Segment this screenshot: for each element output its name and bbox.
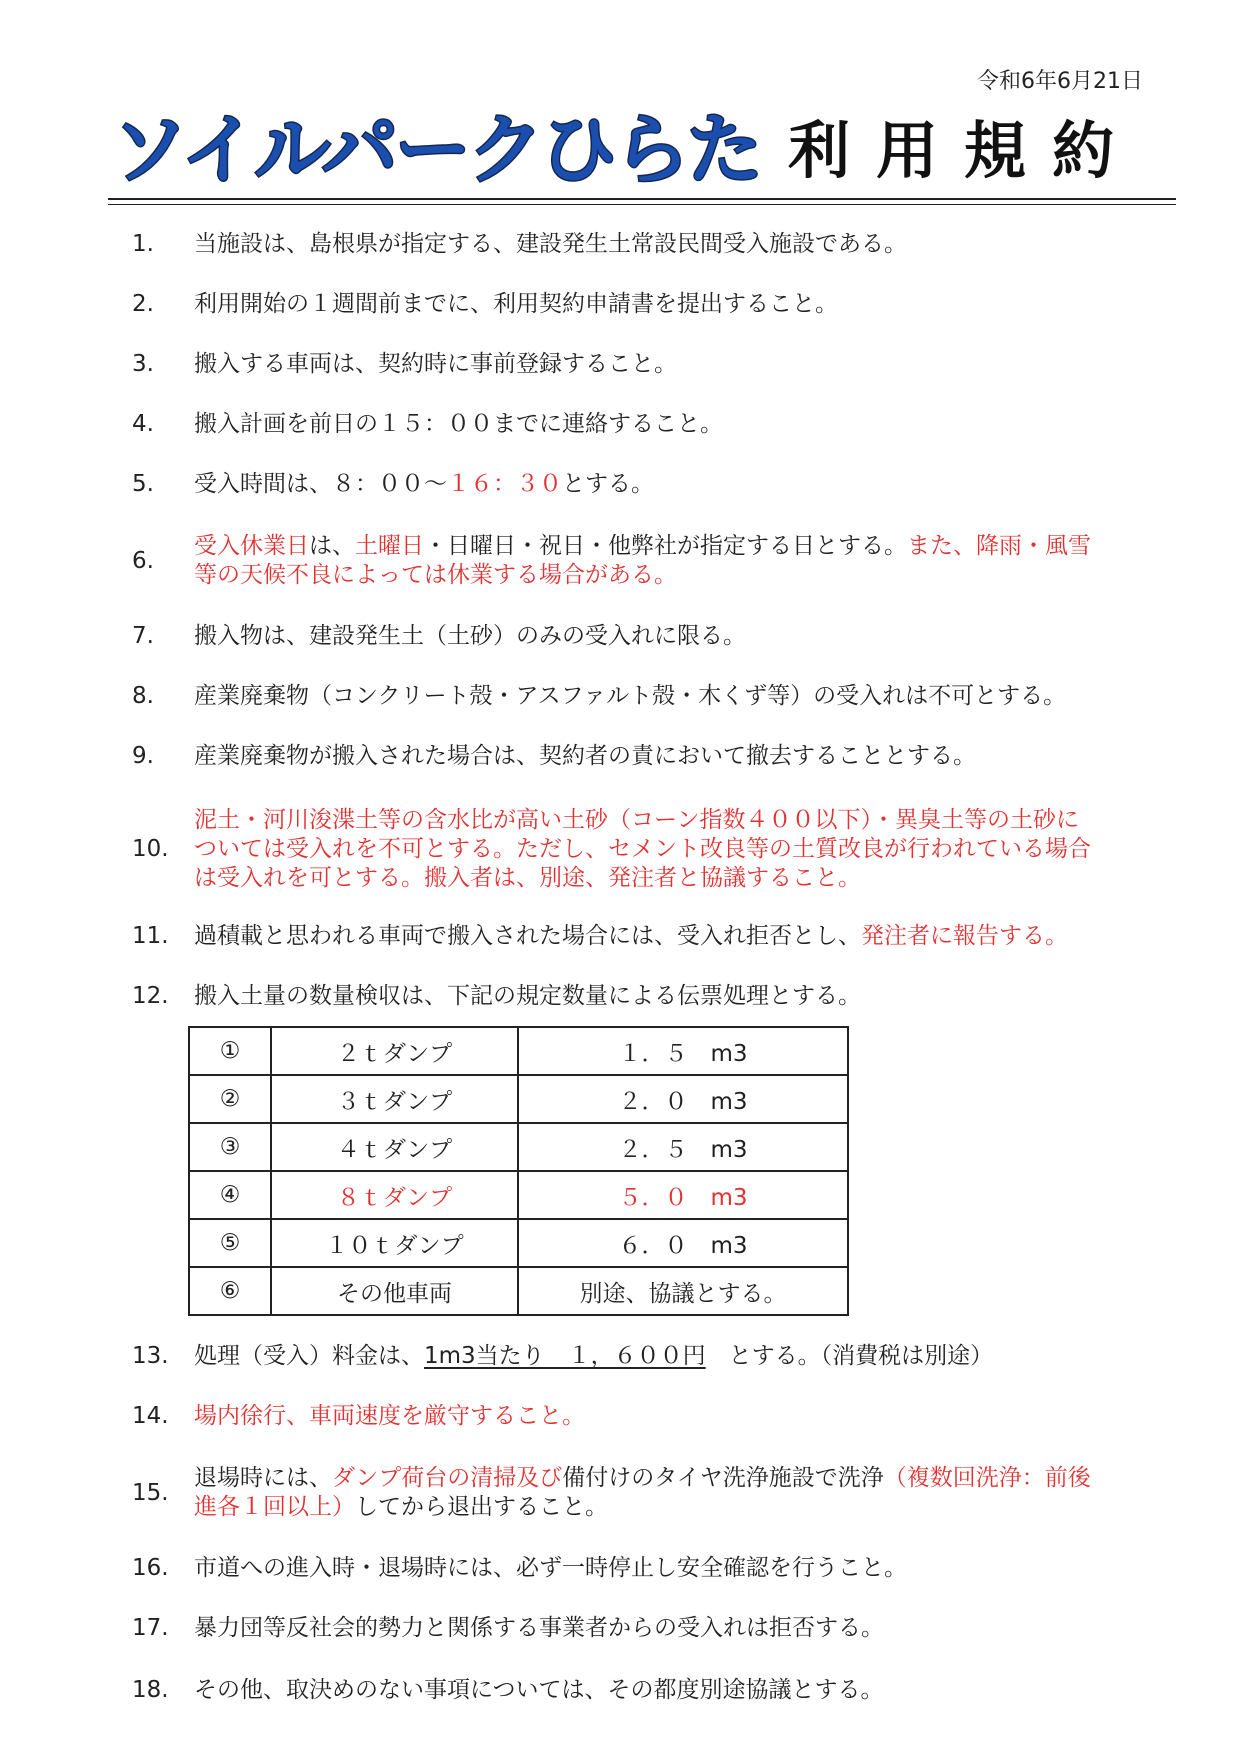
- rule-text-emphasis: １６：３０: [447, 471, 562, 497]
- rule-text: [194, 410, 1194, 439]
- rule-number: 14.: [132, 1403, 169, 1429]
- table-row: [189, 1267, 848, 1315]
- rule-text-segment: 搬入計画を前日の１５：００までに連絡すること。: [194, 411, 723, 437]
- rule-text-emphasis: 受入休業日: [194, 533, 309, 559]
- rule-text: [194, 1342, 1194, 1371]
- rule-text-emphasis: 泥土・河川浚渫土等の含水比が高い土砂（コーン指数４００以下）・異臭土等の土砂に ついては受入れを不可とする。ただし、セメント改良等の土質改良が行われている場合 は受入れを可とする。搬入者は、別途、発注者と協議すること。: [194, 807, 1091, 891]
- table-row: [189, 1219, 848, 1267]
- rule-text-emphasis: 土曜日: [355, 533, 424, 559]
- volume-cell: 別途、協議とする。: [518, 1267, 848, 1315]
- rule-number: 5.: [132, 471, 154, 497]
- row-number-cell: ④: [189, 1171, 271, 1219]
- rule-text: [194, 1614, 1194, 1643]
- rule-text-emphasis: ダンプ荷台の清掃及び: [332, 1465, 563, 1491]
- row-number-cell: ⑤: [189, 1219, 271, 1267]
- rule-number: 17.: [132, 1615, 169, 1641]
- rule-text: [194, 806, 1194, 893]
- rule-text-segment: とする。（消費税は別途）: [705, 1343, 994, 1369]
- rule-number: 15.: [132, 1479, 169, 1506]
- brand-logo-text: ソイルパークひらた: [112, 105, 760, 194]
- rule-text: [194, 1464, 1194, 1522]
- title-underline: [108, 198, 1176, 200]
- rule-text-segment: 過積載と思われる車両で搬入された場合には、受入れ拒否とし、: [194, 923, 861, 949]
- rule-text-emphasis: 発注者に報告する。: [861, 923, 1068, 949]
- rule-text-segment: 1m3当たり １，６００円: [424, 1343, 706, 1369]
- rule-number: 18.: [132, 1677, 169, 1703]
- rule-number: 11.: [132, 923, 169, 949]
- document-header: [112, 106, 1142, 196]
- rule-number: 1.: [132, 231, 154, 257]
- vehicle-type-cell: ４ｔダンプ: [271, 1123, 518, 1171]
- rule-text: [194, 742, 1194, 771]
- rule-text: [194, 350, 1194, 379]
- rule-number: 10.: [132, 836, 169, 862]
- rule-text: [194, 982, 1194, 1011]
- table-row: [189, 1171, 848, 1219]
- rule-text-segment: 搬入物は、建設発生土（土砂）のみの受入れに限る。: [194, 623, 746, 649]
- rule-text-segment: 暴力団等反社会的勢力と関係する事業者からの受入れは拒否する。: [194, 1615, 884, 1641]
- document-title: 利用規約: [788, 114, 1141, 187]
- table-row: [189, 1123, 848, 1171]
- row-number-cell: ①: [189, 1027, 271, 1075]
- rule-text-segment: 産業廃棄物（コンクリート殻・アスファルト殻・木くず等）の受入れは不可とする。: [194, 683, 1067, 709]
- rule-text-segment: ・日曜日・祝日・他弊社が指定する日とする。: [424, 533, 907, 559]
- rule-text-segment: 搬入土量の数量検収は、下記の規定数量による伝票処理とする。: [194, 983, 861, 1009]
- rule-text-segment: 退場時には、: [194, 1465, 332, 1491]
- rule-text-segment: 受入時間は、８：００～: [194, 471, 447, 497]
- volume-table: [188, 1026, 849, 1316]
- rule-number: 8.: [132, 683, 154, 709]
- volume-cell: ５．０ m3: [518, 1171, 848, 1219]
- rule-text: [194, 922, 1194, 951]
- rule-text-segment: 産業廃棄物が搬入された場合は、契約者の責において撤去することとする。: [194, 743, 976, 769]
- rule-text-segment: 市道への進入時・退場時には、必ず一時停止し安全確認を行うこと。: [194, 1555, 907, 1581]
- vehicle-type-cell: ３ｔダンプ: [271, 1075, 518, 1123]
- rule-number: 16.: [132, 1555, 169, 1581]
- table-row: [189, 1027, 848, 1075]
- volume-cell: １．５ m3: [518, 1027, 848, 1075]
- vehicle-type-cell: １０ｔダンプ: [271, 1219, 518, 1267]
- rule-text-segment: 備付けのタイヤ洗浄施設で洗浄: [562, 1465, 884, 1491]
- title-underline-thin: [108, 204, 1176, 205]
- rule-text-emphasis: 場内徐行、車両速度を厳守すること。: [194, 1403, 585, 1429]
- vehicle-type-cell: ８ｔダンプ: [271, 1171, 518, 1219]
- rule-text-segment: 搬入する車両は、契約時に事前登録すること。: [194, 351, 677, 377]
- rule-text-segment: は、: [309, 533, 355, 559]
- vehicle-type-cell: ２ｔダンプ: [271, 1027, 518, 1075]
- table-row: [189, 1075, 848, 1123]
- rule-text: [194, 230, 1194, 259]
- rule-text-segment: してから退出すること。: [355, 1494, 608, 1520]
- rule-number: 2.: [132, 291, 154, 317]
- rule-text: [194, 532, 1194, 590]
- rule-text-segment: とする。: [562, 471, 654, 497]
- rule-text: [194, 470, 1194, 499]
- vehicle-type-cell: その他車両: [271, 1267, 518, 1315]
- rule-text-segment: 利用開始の１週間前までに、利用契約申請書を提出すること。: [194, 291, 838, 317]
- rule-text-emphasis: （複数回洗浄：前後 進各１回以上）: [194, 1465, 1091, 1520]
- row-number-cell: ②: [189, 1075, 271, 1123]
- rule-text: [194, 1554, 1194, 1583]
- rule-text-segment: その他、取決めのない事項については、その都度別途協議とする。: [194, 1677, 884, 1703]
- rule-number: 7.: [132, 623, 154, 649]
- rule-text-emphasis: また、降雨・風雪 等の天候不良によっては休業する場合がある。: [194, 533, 1091, 588]
- rule-number: 6.: [132, 547, 154, 574]
- rule-text: [194, 682, 1194, 711]
- rule-number: 4.: [132, 411, 154, 437]
- rule-number: 13.: [132, 1343, 169, 1369]
- row-number-cell: ③: [189, 1123, 271, 1171]
- rule-number: 12.: [132, 983, 169, 1009]
- volume-cell: ６．０ m3: [518, 1219, 848, 1267]
- rule-number: 3.: [132, 351, 154, 377]
- rule-text: [194, 1676, 1194, 1705]
- rule-number: 9.: [132, 743, 154, 769]
- volume-cell: ２．５ m3: [518, 1123, 848, 1171]
- rule-text-segment: 当施設は、島根県が指定する、建設発生土常設民間受入施設である。: [194, 231, 907, 257]
- rule-text: [194, 290, 1194, 319]
- rule-text: [194, 622, 1194, 651]
- volume-cell: ２．０ m3: [518, 1075, 848, 1123]
- rule-text: [194, 1402, 1194, 1431]
- date-label: 令和6年6月21日: [977, 69, 1143, 94]
- row-number-cell: ⑥: [189, 1267, 271, 1315]
- rule-text-segment: 処理（受入）料金は、: [194, 1343, 424, 1369]
